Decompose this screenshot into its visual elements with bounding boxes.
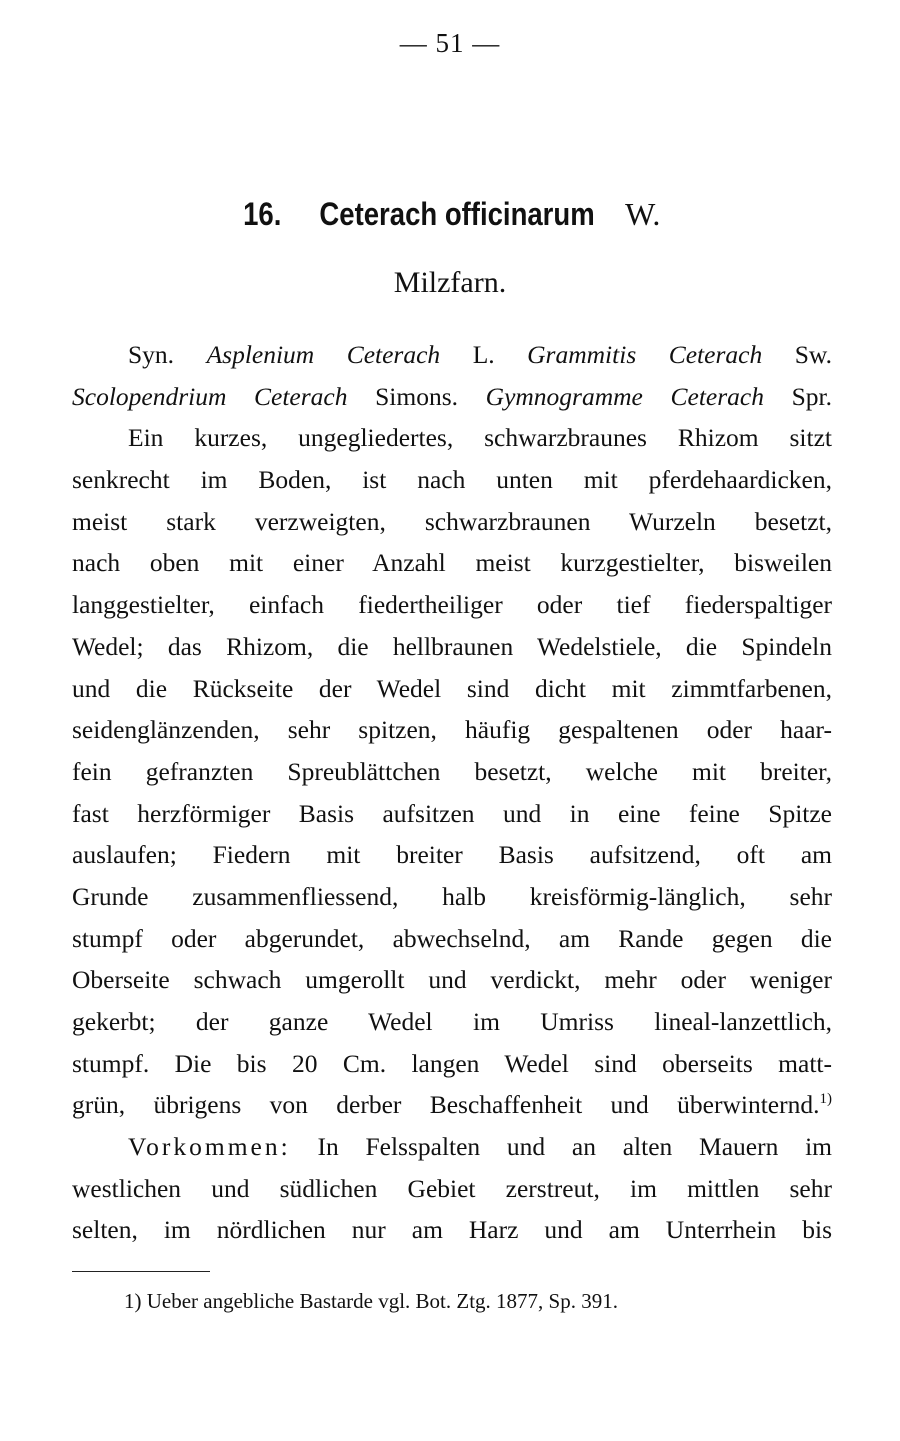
- common-name: Milzfarn.: [393, 266, 507, 299]
- description-last-text: grün, übrigens von derber Beschaffenheit und überwinternd.: [72, 1090, 820, 1120]
- description-line: fast herzförmiger Basis aufsitzen und in eine feine Spitze: [72, 798, 832, 828]
- footnote-divider: [72, 1271, 210, 1272]
- occurrence-line: westlichen und südlichen Gebiet zerstreut, im mittlen sehr: [72, 1173, 832, 1203]
- species-name: Ceterach officinarum: [318, 196, 595, 232]
- description-line: stumpf. Die bis 20 Cm. langen Wedel sind oberseits matt-: [72, 1048, 832, 1078]
- synonyms-line-1: [72, 334, 832, 376]
- syn-label: Syn.: [128, 340, 175, 369]
- body-text: [72, 334, 832, 1251]
- synonym-4-author: Spr.: [791, 381, 833, 411]
- species-heading: [0, 196, 900, 234]
- description-line: meist stark verzweigten, schwarzbraunen Wurzeln besetzt,: [72, 506, 832, 536]
- description-line: fein gefranzten Spreublättchen besetzt, welche mit breiter,: [72, 756, 832, 786]
- description-line: Wedel; das Rhizom, die hellbraunen Wedelstiele, die Spindeln: [72, 631, 832, 661]
- synonym-3: Scolopendrium Ceterach: [72, 381, 348, 411]
- description-line: stumpf oder abgerundet, abwechselnd, am Rande gegen die: [72, 923, 832, 953]
- synonym-1: Asplenium Ceterach: [206, 340, 441, 369]
- description-line: gekerbt; der ganze Wedel im Umriss lineal-lanzettlich,: [72, 1007, 832, 1036]
- description-line: senkrecht im Boden, ist nach unten mit pferdehaardicken,: [72, 465, 832, 495]
- footnote-reference: 1): [819, 1091, 832, 1108]
- synonym-1-author: L.: [472, 340, 495, 369]
- species-author: W.: [625, 196, 661, 232]
- description-line: Oberseite schwach umgerollt und verdickt, mehr oder weniger: [72, 965, 832, 995]
- occurrence-label: Vorkommen:: [128, 1132, 291, 1162]
- occurrence-line: selten, im nördlichen nur am Harz und am Unterrhein bis: [72, 1215, 832, 1245]
- page-number: — 51 —: [399, 28, 501, 58]
- synonym-3-author: Simons.: [375, 381, 459, 411]
- synonyms-line-2: [72, 376, 832, 418]
- occurrence-first-text: In Felsspalten und an alten Mauern im: [317, 1132, 833, 1162]
- description-line: Grunde zusammenfliessend, halb kreisförmig-länglich, sehr: [72, 881, 832, 911]
- synonym-2: Grammitis Ceterach: [527, 340, 763, 369]
- description-last-line: [72, 1084, 832, 1126]
- species-number: 16.: [242, 196, 281, 232]
- footnote: 1) Ueber angebliche Bastarde vgl. Bot. Ztg. 1877, Sp. 391.: [124, 1289, 618, 1313]
- occurrence-line-1: [72, 1126, 832, 1168]
- description-line: Ein kurzes, ungegliedertes, schwarzbraunes Rhizom sitzt: [128, 423, 832, 453]
- description-line: nach oben mit einer Anzahl meist kurzgestielter, bisweilen: [72, 548, 832, 578]
- description-line: seidenglänzenden, sehr spitzen, häufig gespaltenen oder haar-: [72, 715, 832, 745]
- synonym-2-author: Sw.: [794, 340, 833, 369]
- description-line: auslaufen; Fiedern mit breiter Basis aufsitzend, oft am: [72, 840, 832, 870]
- description-line: und die Rückseite der Wedel sind dicht mit zimmtfarbenen,: [72, 673, 832, 703]
- synonym-4: Gymnogramme Ceterach: [485, 381, 764, 411]
- description-line: langgestielter, einfach fiedertheiliger oder tief fiederspaltiger: [72, 590, 832, 620]
